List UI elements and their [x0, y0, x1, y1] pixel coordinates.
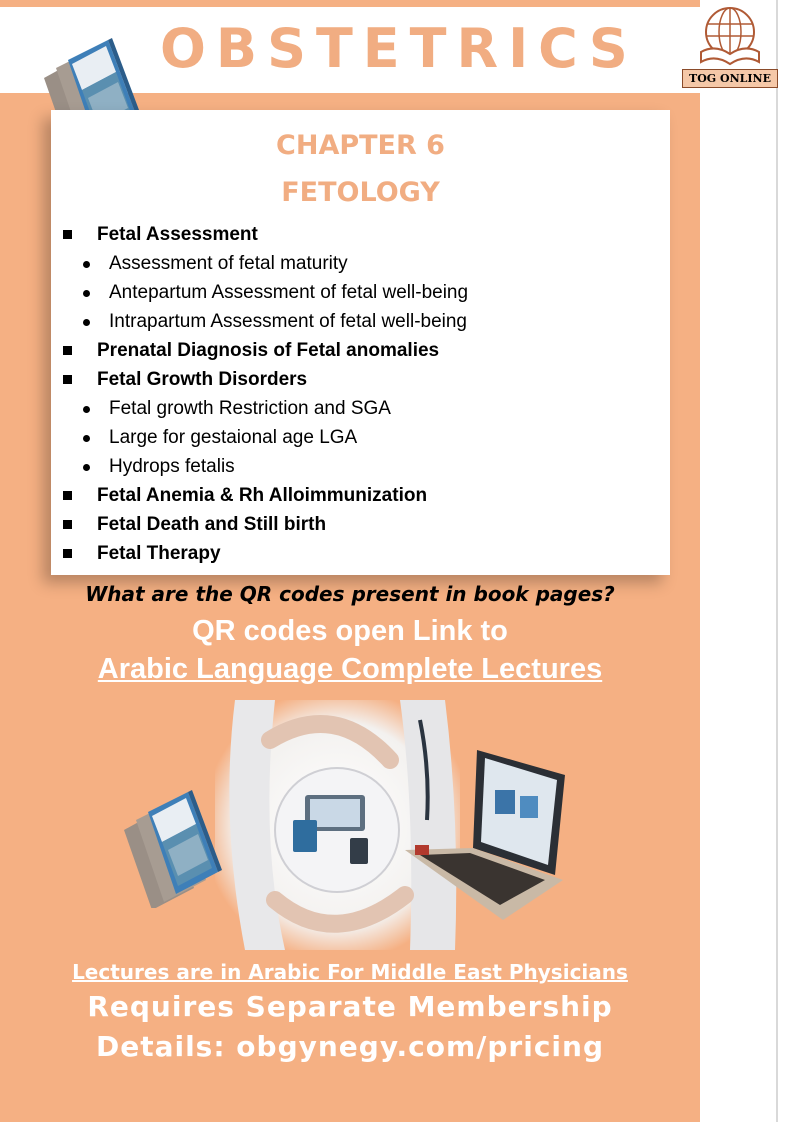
topic-list: [61, 220, 661, 568]
logo-label: TOG ONLINE: [682, 69, 778, 88]
chapter-name: FETOLOGY: [281, 177, 440, 208]
globe-book-logo-icon: [697, 4, 763, 66]
right-border: [776, 0, 778, 1122]
subtopic-item: Large for gestaional age LGA: [61, 423, 661, 452]
qr-question: What are the QR codes present in book pages?: [85, 582, 615, 606]
page-title: OBSTETRICS: [160, 17, 638, 80]
chapter-number: CHAPTER 6: [276, 130, 445, 161]
topic-item: Fetal Anemia & Rh Alloimmunization: [61, 481, 661, 510]
subtopic-item: Hydrops fetalis: [61, 452, 661, 481]
book-stack-image: [118, 790, 246, 908]
topic-item: Fetal Assessment: [61, 220, 661, 249]
chapter-content-box: [51, 110, 670, 575]
top-strip: [0, 0, 700, 7]
tog-online-logo[interactable]: [680, 4, 782, 92]
subtopic-item: Assessment of fetal maturity: [61, 249, 661, 278]
lectures-devices-image: [215, 700, 575, 950]
membership-note: Requires Separate Membership: [87, 990, 613, 1023]
pricing-details[interactable]: Details: obgynegy.com/pricing: [95, 1030, 605, 1063]
subtopic-item: Fetal growth Restriction and SGA: [61, 394, 661, 423]
subtopic-item: Antepartum Assessment of fetal well-being: [61, 278, 661, 307]
arabic-lectures-link[interactable]: Arabic Language Complete Lectures: [97, 653, 603, 685]
topic-item: Fetal Therapy: [61, 539, 661, 568]
subtopic-item: Intrapartum Assessment of fetal well-being: [61, 307, 661, 336]
topic-item: Prenatal Diagnosis of Fetal anomalies: [61, 336, 661, 365]
arabic-lectures-note[interactable]: Lectures are in Arabic For Middle East Physicians: [72, 960, 628, 984]
topic-item: Fetal Growth Disorders: [61, 365, 661, 394]
qr-description: QR codes open Link to: [192, 615, 508, 647]
topic-item: Fetal Death and Still birth: [61, 510, 661, 539]
